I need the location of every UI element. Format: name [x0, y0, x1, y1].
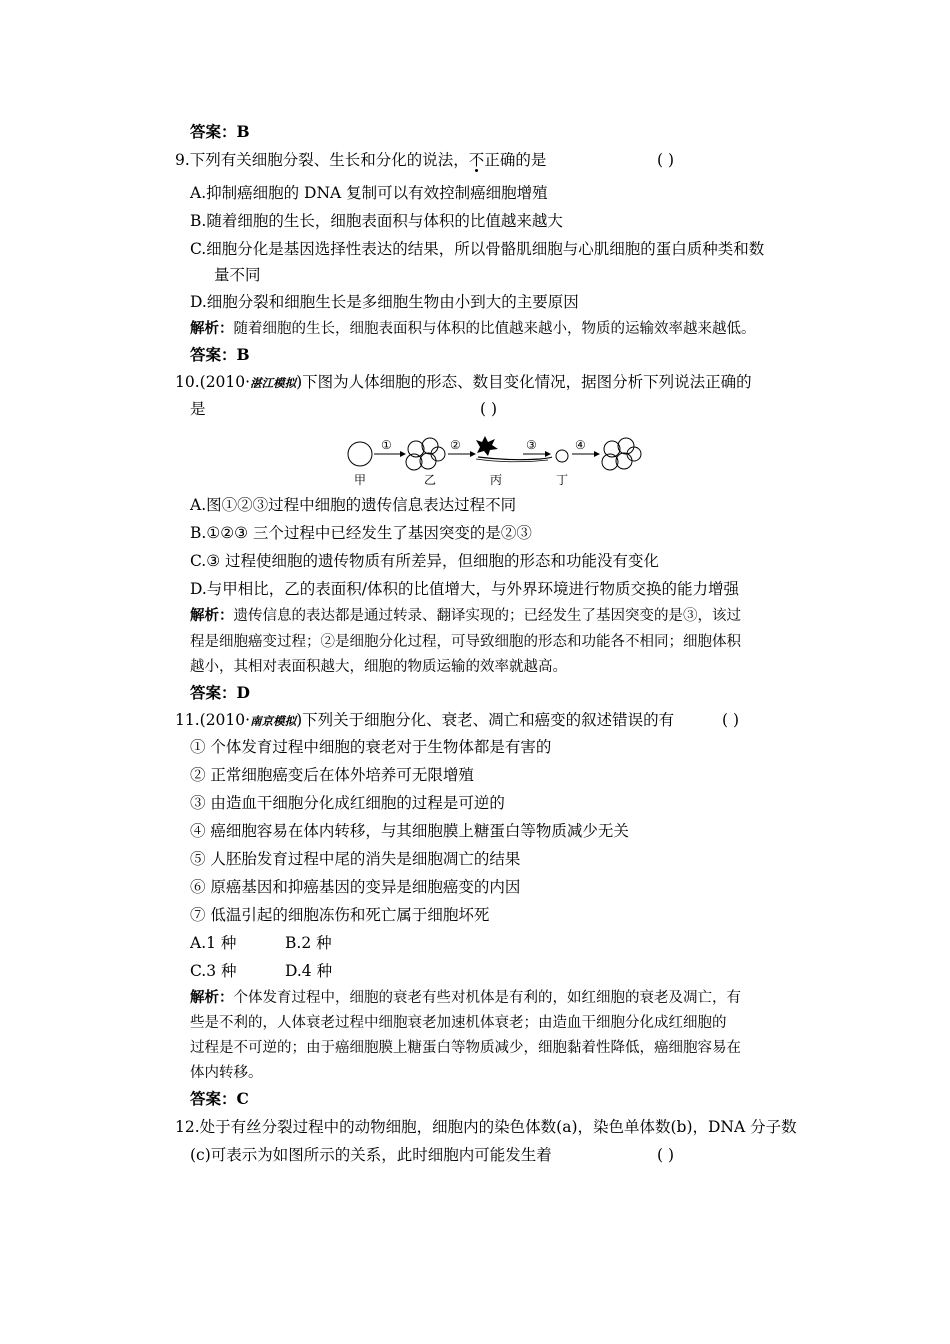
q9-stem-text-end: 正确的是 [484, 151, 547, 169]
q12-answer-paren: ( ) [657, 1146, 675, 1164]
answer-label: 答案： [190, 345, 237, 364]
analysis-text: 遗传信息的表达都是通过转录、翻译实现的；已经发生了基因突变的是③，该过 [233, 608, 741, 624]
q8-answer [190, 121, 250, 143]
q11-source: 南京模拟 [250, 714, 297, 728]
q9-option-b: B.随着细胞的生长，细胞表面积与体积的比值越来越大 [190, 212, 563, 230]
answer-value: B [236, 345, 250, 364]
arrow-1-head [400, 451, 406, 457]
label-bing: 丙 [490, 473, 503, 487]
q11-option-d: D.4 种 [285, 962, 333, 980]
step-1-label: ① [381, 438, 392, 452]
q10-analysis-1 [190, 605, 741, 627]
q11-item-1: ① 个体发育过程中细胞的衰老对于生物体都是有害的 [190, 738, 552, 756]
q10-option-d: D.与甲相比，乙的表面积/体积的比值增大，与外界环境进行物质交换的能力增强 [190, 580, 740, 598]
q11-item-3: ③ 由造血干细胞分化成红细胞的过程是可逆的 [190, 794, 505, 812]
label-yi: 乙 [424, 473, 437, 487]
q9-option-c: C.细胞分化是基因选择性表达的结果，所以骨骼肌细胞与心肌细胞的蛋白质种类和数 [190, 240, 765, 258]
label-jia: 甲 [354, 473, 367, 487]
q9-emphasis-char: 不 [468, 151, 485, 169]
q9-stem-text: 9.下列有关细胞分裂、生长和分化的说法， [175, 151, 469, 169]
analysis-text: 随着细胞的生长，细胞表面积与体积的比值越来越小，物质的运输效率越来越低。 [233, 321, 756, 337]
q12-stem: 12.处于有丝分裂过程中的动物细胞，细胞内的染色体数(a)，染色单体数(b)，DNA 分子数 [175, 1118, 797, 1136]
q9-answer [190, 344, 250, 366]
q11-item-7: ⑦ 低温引起的细胞冻伤和死亡属于细胞坏死 [190, 906, 490, 924]
cells-yi [406, 438, 445, 470]
answer-label: 答案： [190, 122, 237, 141]
q10-answer-paren: ( ) [480, 400, 498, 418]
analysis-label: 解析： [190, 989, 234, 1006]
q10-stem [175, 371, 752, 394]
q12-stem-cont: (c)可表示为如图所示的关系，此时细胞内可能发生着 [190, 1146, 552, 1164]
q11-stem [175, 709, 674, 732]
q10-analysis-3: 越小，其相对表面积越大，细胞的物质运输的效率就越高。 [190, 659, 567, 675]
analysis-text: 个体发育过程中，细胞的衰老有些对机体是有利的，如红细胞的衰老及凋亡，有 [233, 990, 741, 1006]
answer-label: 答案： [190, 683, 237, 702]
arrow-4-head [594, 451, 600, 457]
q10-stem-cont: 是 [190, 400, 206, 418]
arrow-3-head [545, 451, 551, 457]
cell-ding [556, 450, 568, 462]
q9-option-d: D.细胞分裂和细胞生长是多细胞生物由小到大的主要原因 [190, 293, 579, 311]
arrow-2-head [470, 451, 476, 457]
cell-jia [348, 442, 372, 466]
q9-answer-paren: ( ) [657, 151, 675, 169]
q11-stem-text: )下列关于细胞分化、衰老、凋亡和癌变的叙述错误的有 [296, 711, 675, 729]
q11-analysis-2: 些是不利的，人体衰老过程中细胞衰老加速机体衰老；由造血干细胞分化成红细胞的 [190, 1015, 727, 1031]
step-3-label: ③ [526, 438, 537, 452]
answer-value: C [236, 1089, 249, 1108]
analysis-label: 解析： [190, 320, 234, 337]
analysis-label: 解析： [190, 607, 234, 624]
q11-item-5: ⑤ 人胚胎发育过程中尾的消失是细胞凋亡的结果 [190, 850, 521, 868]
label-ding: 丁 [556, 473, 569, 487]
q9-analysis [190, 318, 756, 340]
cells-ding-divided [602, 438, 641, 470]
answer-value: B [236, 122, 250, 141]
q11-item-2: ② 正常细胞癌变后在体外培养可无限增殖 [190, 766, 474, 784]
q11-number: 11.(2010· [175, 711, 251, 729]
q10-source: 湛江模拟 [250, 376, 297, 390]
q11-option-b: B.2 种 [285, 934, 332, 952]
q10-analysis-2: 程是细胞癌变过程；②是细胞分化过程，可导致细胞的形态和功能各不相同；细胞体积 [190, 634, 741, 650]
answer-label: 答案： [190, 1089, 237, 1108]
cell-change-diagram [340, 432, 650, 488]
answer-value: D [236, 683, 250, 702]
q9-option-c-cont: 量不同 [214, 266, 261, 284]
cell-bing-star [476, 436, 498, 456]
q10-number: 10.(2010· [175, 373, 251, 391]
q11-item-4: ④ 癌细胞容易在体内转移，与其细胞膜上糖蛋白等物质减少无关 [190, 822, 629, 840]
q11-option-a: A.1 种 [190, 934, 237, 952]
q11-item-6: ⑥ 原癌基因和抑癌基因的变异是细胞癌变的内因 [190, 878, 521, 896]
q9-option-a: A.抑制癌细胞的 DNA 复制可以有效控制癌细胞增殖 [190, 184, 548, 202]
q11-analysis-1 [190, 987, 741, 1009]
step-2-label: ② [450, 438, 461, 452]
q10-option-b: B.①②③ 三个过程中已经发生了基因突变的是②③ [190, 524, 532, 542]
q11-option-c: C.3 种 [190, 962, 237, 980]
q11-analysis-4: 体内转移。 [190, 1065, 263, 1081]
q10-stem-text: )下图为人体细胞的形态、数目变化情况，据图分析下列说法正确的 [296, 373, 752, 391]
q11-analysis-3: 过程是不可逆的；由于癌细胞膜上糖蛋白等物质减少，细胞黏着性降低，癌细胞容易在 [190, 1040, 741, 1056]
q10-answer [190, 682, 250, 704]
q10-option-a: A.图①②③过程中细胞的遗传信息表达过程不同 [190, 496, 517, 514]
step-4-label: ④ [575, 438, 586, 452]
q11-answer [190, 1088, 249, 1110]
cell-bing-long [478, 457, 552, 460]
q11-answer-paren: ( ) [722, 711, 740, 729]
q10-option-c: C.③ 过程使细胞的遗传物质有所差异，但细胞的形态和功能没有变化 [190, 552, 660, 570]
q9-stem [175, 149, 546, 171]
